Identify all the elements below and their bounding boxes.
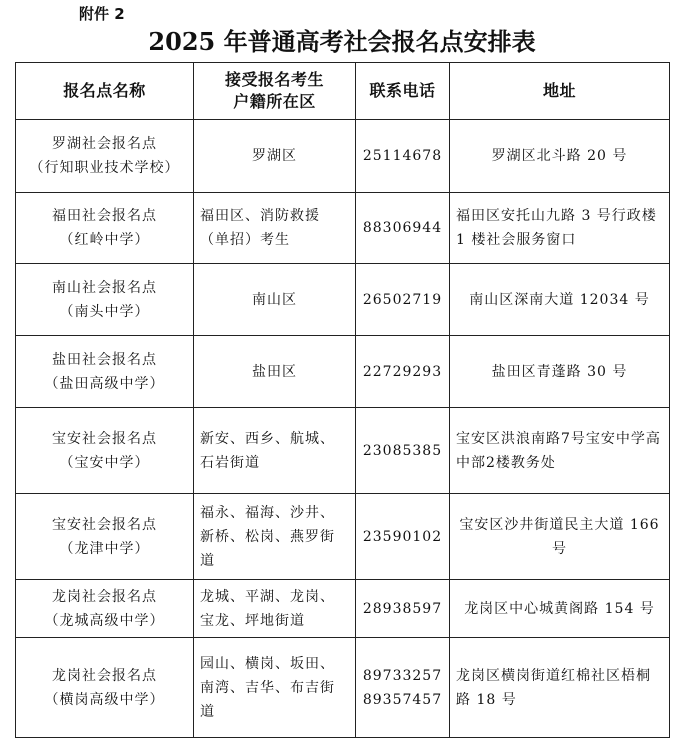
table-row	[16, 120, 670, 193]
cell-address: 罗湖区北斗路 20 号	[450, 120, 670, 193]
cell-address: 南山区深南大道 12034 号	[450, 264, 670, 336]
cell-district: 福永、福海、沙井、新桥、松岗、燕罗街道	[194, 494, 356, 580]
table-row	[16, 408, 670, 494]
table-row	[16, 264, 670, 336]
site-school: （行知职业技术学校）	[29, 160, 180, 176]
cell-district: 新安、西乡、航城、石岩街道	[194, 408, 356, 494]
table-row	[16, 494, 670, 580]
site-school: （盐田高级中学）	[44, 375, 165, 392]
phone-number: 22729293	[362, 363, 443, 380]
cell-district: 福田区、消防救援（单招）考生	[194, 193, 356, 264]
cell-name	[16, 264, 194, 336]
site-school: （龙城高级中学）	[44, 612, 165, 629]
cell-address: 宝安区沙井街道民主大道 166 号	[450, 494, 670, 580]
cell-name	[16, 120, 194, 193]
registration-schedule-table	[15, 62, 670, 738]
cell-phone	[356, 494, 450, 580]
header-district	[194, 63, 356, 120]
cell-phone	[356, 193, 450, 264]
page-title: 2025 年普通高考社会报名点安排表	[148, 27, 536, 56]
phone-number: 89733257	[362, 667, 443, 684]
cell-phone	[356, 408, 450, 494]
table-row	[16, 638, 670, 738]
cell-phone	[356, 264, 450, 336]
cell-district: 南山区	[194, 264, 356, 336]
header-address: 地址	[450, 63, 670, 120]
cell-address: 龙岗区横岗街道红棉社区梧桐路 18 号	[450, 638, 670, 738]
cell-name	[16, 193, 194, 264]
table-header-row	[16, 63, 670, 120]
site-name: 南山社会报名点	[52, 279, 157, 296]
site-name: 龙岗社会报名点	[52, 667, 157, 684]
phone-number: 88306944	[362, 220, 443, 236]
cell-phone	[356, 638, 450, 738]
site-school: （宝安中学）	[59, 454, 150, 471]
phone-number: 23085385	[362, 442, 443, 459]
cell-district: 罗湖区	[194, 120, 356, 193]
phone-number: 25114678	[362, 148, 443, 164]
site-school: （龙津中学）	[59, 540, 150, 557]
cell-phone	[356, 336, 450, 408]
cell-address: 福田区安托山九路 3 号行政楼 1 楼社会服务窗口	[450, 193, 670, 264]
site-name: 罗湖社会报名点	[52, 136, 157, 152]
cell-name	[16, 336, 194, 408]
site-name: 宝安社会报名点	[52, 516, 157, 533]
site-school: （南头中学）	[59, 303, 150, 320]
table-row	[16, 336, 670, 408]
header-district-line2: 户籍所在区	[233, 92, 316, 111]
phone-number-secondary: 89357457	[362, 691, 443, 708]
header-phone: 联系电话	[356, 63, 450, 120]
site-school: （红岭中学）	[59, 232, 150, 248]
cell-name	[16, 494, 194, 580]
site-name: 福田社会报名点	[52, 208, 157, 224]
cell-district: 盐田区	[194, 336, 356, 408]
phone-number: 23590102	[362, 528, 443, 545]
table-row	[16, 580, 670, 638]
cell-address: 宝安区洪浪南路7号宝安中学高中部2楼教务处	[450, 408, 670, 494]
site-name: 盐田社会报名点	[52, 351, 157, 368]
site-name: 龙岗社会报名点	[52, 588, 157, 605]
cell-phone	[356, 120, 450, 193]
cell-district: 园山、横岗、坂田、南湾、吉华、布吉街道	[194, 638, 356, 738]
cell-name	[16, 580, 194, 638]
cell-name	[16, 638, 194, 738]
header-name: 报名点名称	[16, 63, 194, 120]
phone-number: 26502719	[362, 291, 443, 308]
attachment-label: 附件 2	[79, 5, 125, 23]
cell-address: 龙岗区中心城黄阁路 154 号	[450, 580, 670, 638]
site-school: （横岗高级中学）	[44, 691, 165, 708]
cell-address: 盐田区青蓬路 30 号	[450, 336, 670, 408]
site-name: 宝安社会报名点	[52, 430, 157, 447]
phone-number: 28938597	[362, 600, 443, 617]
cell-phone	[356, 580, 450, 638]
cell-district: 龙城、平湖、龙岗、宝龙、坪地街道	[194, 580, 356, 638]
header-district-line1: 接受报名考生	[224, 70, 324, 89]
cell-name	[16, 408, 194, 494]
table-row	[16, 193, 670, 264]
